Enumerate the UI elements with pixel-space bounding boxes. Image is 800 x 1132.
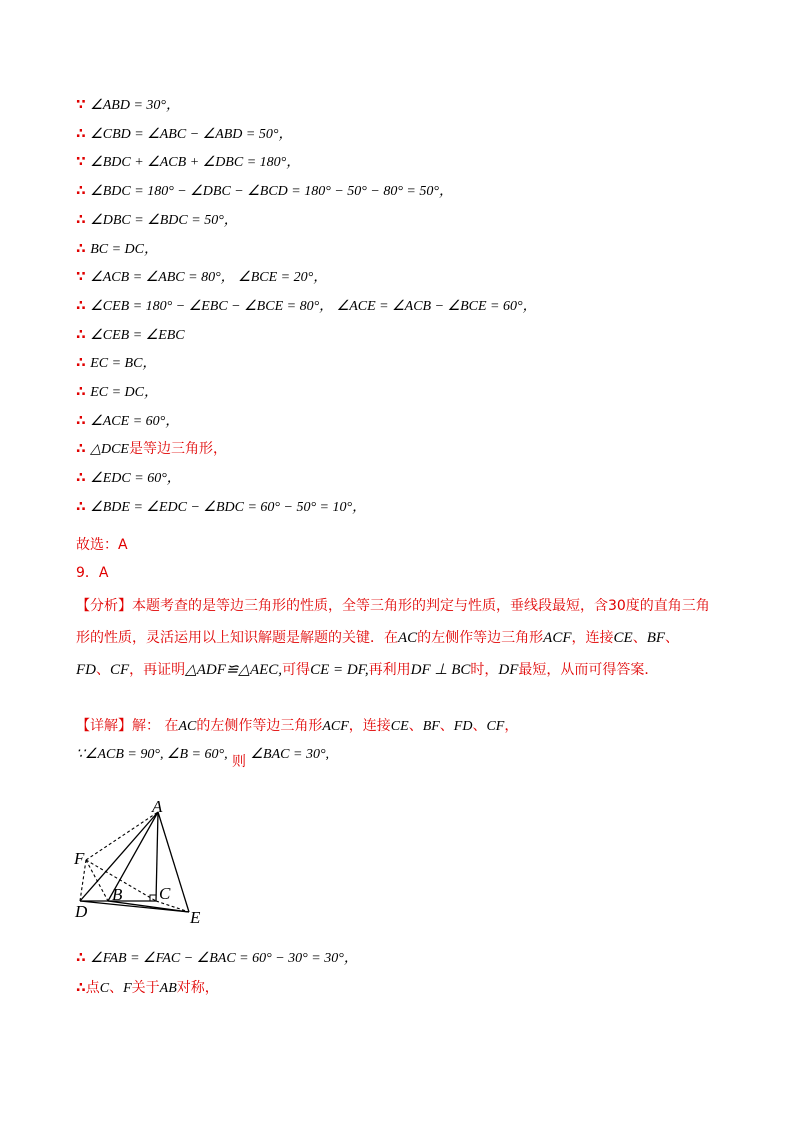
analysis-math-acf: ACF bbox=[543, 630, 572, 646]
detail-given-2: ∠BAC = 30°, bbox=[250, 747, 330, 762]
question-9-title: 9．A bbox=[76, 565, 109, 581]
analysis-label: 【分析】 bbox=[76, 598, 132, 614]
solution-step bbox=[76, 497, 366, 518]
solution-step bbox=[76, 439, 227, 460]
because-symbol: ∵ bbox=[76, 97, 86, 113]
point-label-a: A bbox=[152, 800, 163, 816]
after-math-f: F bbox=[123, 981, 132, 996]
solution-step bbox=[76, 239, 158, 260]
analysis-text-2: 的左侧作等边三角形 bbox=[417, 630, 544, 646]
because-symbol: ∵ bbox=[76, 269, 86, 286]
because-symbol: ∵ bbox=[76, 154, 86, 171]
solution-step bbox=[76, 210, 238, 231]
step-math: △DCE bbox=[90, 442, 129, 458]
detail-given-line bbox=[76, 744, 330, 770]
detail-text-5: 、 bbox=[439, 718, 454, 734]
analysis-text-7: ，再证明 bbox=[129, 662, 186, 678]
analysis-math-bf: BF bbox=[646, 630, 666, 646]
therefore-symbol: ∴ bbox=[76, 297, 86, 314]
answer-line: 故选：A bbox=[76, 537, 128, 553]
step-math: ∠DBC = ∠BDC = 50°， bbox=[90, 212, 238, 228]
detail-label: 【详解】 bbox=[76, 718, 132, 734]
detail-math-acf: ACF bbox=[322, 719, 349, 734]
therefore-symbol: ∴ bbox=[76, 326, 86, 343]
detail-line bbox=[76, 716, 518, 737]
after-text-post: 对称， bbox=[176, 980, 219, 996]
therefore-symbol: ∴ bbox=[76, 183, 86, 200]
step-math: ∠BDC = 180° − ∠DBC − ∠BCD = 180° − 50° − 80° = 50°， bbox=[90, 184, 453, 200]
detail-text-4: 、 bbox=[408, 718, 423, 734]
detail-math-ac: AC bbox=[178, 719, 197, 734]
analysis-text-1: 本题考查的是等边三角形的性质，全等三角形的判定与性质，垂线段最短，含30度的直角三角形的性质，灵活运用以上知识解题是解题的关键．在 bbox=[76, 598, 710, 646]
solution-step bbox=[76, 124, 292, 145]
after-math-ab: AB bbox=[159, 981, 177, 996]
step-math: ∠CEB = ∠EBC bbox=[90, 327, 185, 343]
after-line-2 bbox=[76, 978, 219, 999]
analysis-math-ac: AC bbox=[398, 630, 418, 646]
detail-text-2: 的左侧作等边三角形 bbox=[196, 718, 323, 734]
analysis-paragraph bbox=[76, 590, 716, 686]
solution-step bbox=[76, 411, 179, 432]
detail-then: 则 bbox=[232, 754, 247, 770]
analysis-text-6: 、 bbox=[96, 662, 110, 678]
therefore-symbol: ∴ bbox=[76, 441, 86, 458]
analysis-text-8: 可得 bbox=[282, 662, 311, 678]
therefore-symbol: ∴ bbox=[76, 950, 86, 966]
solution-step bbox=[76, 325, 185, 346]
step-math: EC = BC， bbox=[90, 356, 157, 372]
detail-text-6: 、 bbox=[472, 718, 487, 734]
therefore-symbol: ∴ bbox=[76, 412, 86, 429]
step-math: ∠ACE = 60°， bbox=[90, 413, 180, 429]
line-ac bbox=[156, 812, 158, 901]
detail-text-1: 解： 在 bbox=[132, 718, 179, 734]
detail-math-cf: CF bbox=[486, 719, 505, 734]
point-label-c: C bbox=[159, 884, 171, 903]
solution-step bbox=[76, 181, 453, 202]
after-text-mid2: 关于 bbox=[131, 980, 160, 996]
analysis-text-4: 、 bbox=[632, 630, 647, 646]
analysis-text-9: 再利用 bbox=[368, 662, 411, 678]
point-label-b: B bbox=[112, 885, 123, 904]
analysis-math-ce: CE bbox=[613, 630, 633, 646]
step-math: ∠CBD = ∠ABC − ∠ABD = 50°， bbox=[90, 126, 293, 142]
solution-step bbox=[76, 468, 181, 489]
therefore-symbol: ∴ bbox=[76, 240, 86, 257]
therefore-symbol: ∴ bbox=[76, 470, 86, 487]
therefore-symbol: ∴ bbox=[76, 980, 86, 996]
detail-text-7: ， bbox=[504, 718, 519, 734]
step-math: EC = DC， bbox=[90, 385, 158, 400]
solution-step bbox=[76, 353, 156, 374]
step-math: ∠CEB = 180° − ∠EBC − ∠BCE = 80°， ∠ACE = ∠ACB − ∠BCE = 60°， bbox=[90, 298, 537, 314]
detail-math-ce: CE bbox=[390, 719, 409, 734]
after-math-c: C bbox=[99, 981, 110, 996]
solution-step bbox=[76, 152, 300, 173]
step-math: BC = DC， bbox=[90, 241, 158, 257]
analysis-text-3: ，连接 bbox=[571, 630, 614, 646]
after-text-pre: 点 bbox=[85, 980, 100, 996]
step-suffix: 是等边三角形， bbox=[128, 441, 227, 458]
analysis-math-df: DF bbox=[498, 662, 519, 678]
analysis-text-10: 时， bbox=[470, 662, 499, 678]
therefore-symbol: ∴ bbox=[76, 384, 86, 400]
detail-text-3: ，连接 bbox=[348, 718, 391, 734]
point-label-e: E bbox=[190, 908, 201, 925]
after-math-1: ∠FAB = ∠FAC − ∠BAC = 60° − 30° = 30°， bbox=[90, 951, 358, 966]
solution-step bbox=[76, 95, 180, 116]
analysis-math-ce-df: CE = DF, bbox=[310, 662, 369, 678]
geometry-figure bbox=[72, 800, 222, 925]
step-math: ∠ACB = ∠ABC = 80°， ∠BCE = 20°， bbox=[90, 270, 328, 286]
after-line-1 bbox=[76, 948, 358, 969]
therefore-symbol: ∴ bbox=[76, 498, 86, 515]
solution-step bbox=[76, 296, 537, 317]
detail-given: ∵∠ACB = 90°, ∠B = 60°, bbox=[76, 747, 228, 762]
analysis-math-congruence: △ADF≌△AEC, bbox=[185, 662, 283, 678]
step-math: ∠ABD = 30°， bbox=[90, 98, 181, 113]
step-math: ∠BDE = ∠EDC − ∠BDC = 60° − 50° = 10°， bbox=[90, 499, 367, 515]
detail-math-bf: BF bbox=[422, 719, 440, 734]
detail-math-fd: FD bbox=[453, 719, 473, 734]
therefore-symbol: ∴ bbox=[76, 355, 86, 372]
solution-step bbox=[76, 382, 158, 403]
after-text-mid: 、 bbox=[109, 980, 124, 996]
solution-step bbox=[76, 267, 327, 288]
analysis-math-fd: FD bbox=[76, 662, 96, 678]
point-label-d: D bbox=[75, 902, 88, 921]
analysis-text-5: 、 bbox=[665, 630, 680, 646]
analysis-text-11: 最短，从而可得答案． bbox=[518, 662, 659, 678]
analysis-math-perp: DF ⊥ BC bbox=[410, 662, 471, 678]
therefore-symbol: ∴ bbox=[76, 211, 86, 228]
analysis-math-cf: CF bbox=[110, 662, 130, 678]
point-label-f: F bbox=[74, 849, 85, 868]
step-math: ∠EDC = 60°， bbox=[90, 471, 181, 487]
step-math: ∠BDC + ∠ACB + ∠DBC = 180°， bbox=[90, 155, 301, 171]
therefore-symbol: ∴ bbox=[76, 125, 86, 142]
